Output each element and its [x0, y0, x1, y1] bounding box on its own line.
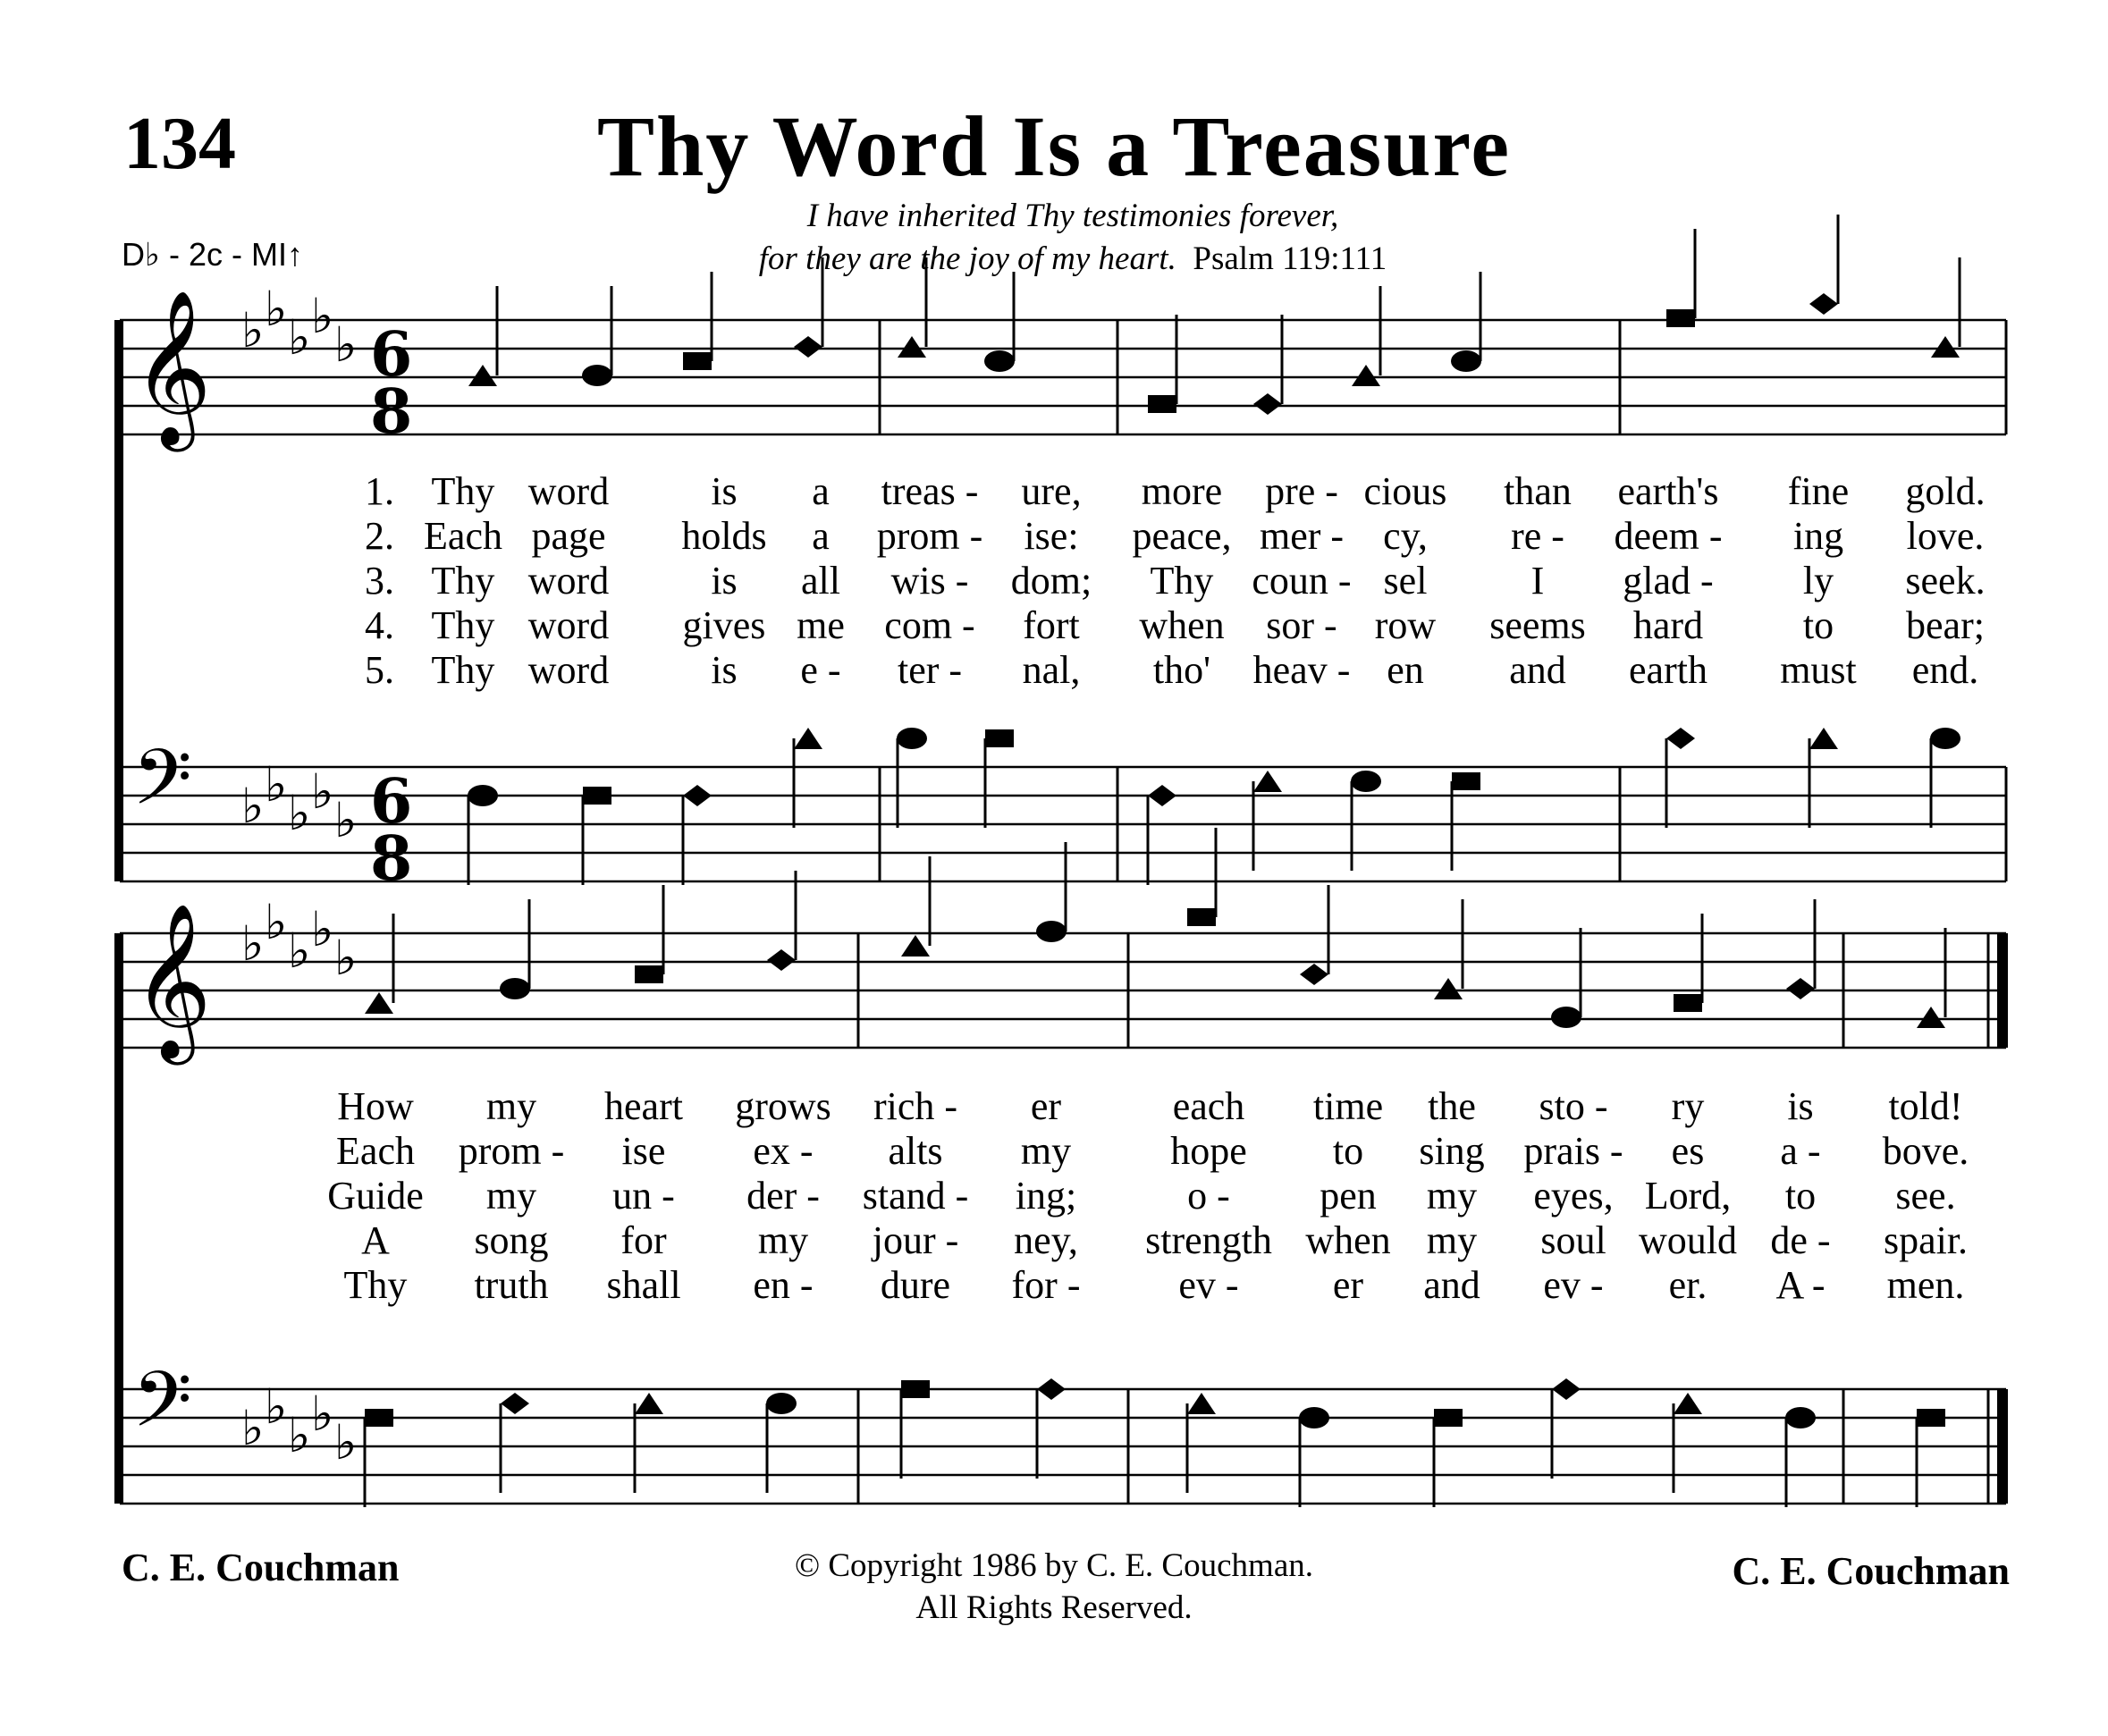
lyric-syllable: gold.: [1905, 469, 1986, 513]
lyric-syllable: my: [485, 1174, 537, 1218]
lyric-syllable: shall: [606, 1263, 681, 1307]
lyric-syllable: love.: [1906, 514, 1985, 558]
lyric-syllable: earth's: [1617, 469, 1719, 513]
note-head: [468, 365, 497, 386]
lyric-syllable: I: [1530, 559, 1545, 603]
note-head: [1452, 772, 1480, 790]
flat-sign: ♭: [265, 1378, 288, 1435]
lyric-syllable: truth: [474, 1263, 549, 1307]
note-head: [1253, 771, 1282, 792]
verse-number: 2.: [365, 514, 394, 558]
lyric-syllable: must: [1780, 648, 1857, 692]
flat-sign: ♭: [265, 281, 288, 337]
lyric-syllable: eyes,: [1533, 1174, 1614, 1218]
lyric-syllable: Guide: [327, 1174, 424, 1218]
note-head: [365, 1409, 393, 1427]
note-head: [1666, 728, 1695, 749]
verse-number: 5.: [365, 648, 394, 692]
verse-number: 3.: [365, 559, 394, 603]
flat-sign: ♭: [288, 309, 311, 366]
lyric-syllable: the: [1428, 1084, 1476, 1128]
lyric-syllable: bove.: [1882, 1129, 1969, 1173]
lyric-syllable: A: [361, 1218, 390, 1262]
lyric-syllable: Thy: [431, 469, 495, 513]
note-head: [767, 949, 796, 971]
flat-sign: ♭: [334, 792, 358, 848]
lyric-syllable: ney,: [1014, 1218, 1078, 1262]
lyric-syllable: ex -: [753, 1129, 814, 1173]
note-head: [1666, 309, 1695, 327]
lyric-syllable: tho': [1152, 648, 1211, 692]
note-head: [1809, 728, 1838, 749]
epigraph-line-2-text: for they are the joy of my heart.: [758, 240, 1176, 277]
lyric-syllable: is: [1787, 1084, 1814, 1128]
note-head: [1674, 994, 1702, 1012]
lyric-syllable: How: [337, 1084, 414, 1128]
lyric-syllable: is: [711, 648, 738, 692]
note-head: [1917, 1409, 1945, 1427]
lyric-syllable: for: [620, 1218, 667, 1262]
lyric-syllable: to: [1802, 603, 1834, 647]
lyric-syllable: cious: [1363, 469, 1447, 513]
lyric-syllable: dom;: [1010, 559, 1092, 603]
lyric-syllable: bear;: [1906, 603, 1985, 647]
note-head: [683, 785, 712, 806]
time-signature-top: 6: [370, 319, 413, 391]
flat-sign: ♭: [334, 1414, 358, 1471]
lyric-syllable: ise: [621, 1129, 666, 1173]
lyric-syllable: my: [485, 1084, 537, 1128]
lyric-syllable: Thy: [431, 603, 495, 647]
note-head: [1352, 365, 1380, 386]
lyric-syllable: de -: [1770, 1218, 1831, 1262]
lyric-syllable: com -: [884, 603, 975, 647]
lyric-syllable: hard: [1632, 603, 1704, 647]
lyric-syllable: grows: [735, 1084, 831, 1128]
final-bar-thick: [1997, 933, 2008, 1048]
lyric-syllable: jour -: [872, 1218, 959, 1262]
note-head: [794, 336, 822, 358]
lyric-syllable: dure: [880, 1263, 951, 1307]
lyric-syllable: word: [527, 648, 610, 692]
note-head: [500, 978, 530, 999]
flat-sign: ♭: [241, 302, 265, 358]
lyric-syllable: time: [1312, 1084, 1384, 1128]
lyric-syllable: ing;: [1015, 1174, 1077, 1218]
note-head: [1551, 1007, 1581, 1028]
lyric-syllable: spair.: [1883, 1218, 1969, 1262]
lyric-syllable: men.: [1886, 1263, 1965, 1307]
lyric-syllable: wis -: [890, 559, 969, 603]
copyright-line-2: All Rights Reserved.: [915, 1589, 1193, 1626]
note-head: [365, 992, 393, 1014]
flat-sign: ♭: [241, 1400, 265, 1456]
lyric-syllable: sor -: [1266, 603, 1337, 647]
lyric-syllable: word: [527, 603, 610, 647]
lyric-syllable: coun -: [1252, 559, 1352, 603]
note-head: [1299, 1407, 1329, 1428]
lyric-syllable: Each: [336, 1129, 415, 1173]
lyric-syllable: strength: [1145, 1218, 1272, 1262]
lyric-syllable: Thy: [343, 1263, 408, 1307]
lyric-syllable: rich -: [873, 1084, 958, 1128]
key-signature-label: D♭ - 2c - MI↑: [122, 236, 303, 273]
lyric-syllable: ing: [1792, 514, 1844, 558]
lyric-syllable: fort: [1023, 603, 1080, 647]
note-head: [901, 1380, 930, 1398]
note-head: [501, 1393, 529, 1414]
lyric-syllable: deem -: [1614, 514, 1723, 558]
note-head: [1148, 395, 1176, 413]
lyric-syllable: ly: [1802, 559, 1834, 603]
lyric-syllable: A -: [1775, 1263, 1826, 1307]
lyric-syllable: seek.: [1905, 559, 1986, 603]
lyric-syllable: Thy: [431, 648, 495, 692]
lyric-syllable: and: [1509, 648, 1566, 692]
lyric-syllable: word: [527, 559, 610, 603]
flat-sign: ♭: [311, 1386, 334, 1442]
note-head: [1674, 1393, 1702, 1414]
lyric-syllable: Lord,: [1644, 1174, 1732, 1218]
time-signature-bottom: 8: [370, 823, 413, 895]
lyric-syllable: holds: [681, 514, 767, 558]
lyric-syllable: pre -: [1265, 469, 1338, 513]
note-head: [1037, 1378, 1066, 1400]
lyric-syllable: ev -: [1543, 1263, 1604, 1307]
verse-number: 1.: [365, 469, 394, 513]
note-head: [1036, 921, 1067, 942]
treble-clef-icon: 𝄞: [132, 290, 212, 445]
flat-sign: ♭: [241, 778, 265, 834]
lyric-syllable: der -: [746, 1174, 820, 1218]
note-head: [1809, 293, 1838, 315]
lyricist-credit: C. E. Couchman: [122, 1546, 400, 1589]
lyric-syllable: Each: [424, 514, 502, 558]
note-head: [1300, 964, 1328, 985]
lyric-syllable: pen: [1320, 1174, 1377, 1218]
lyric-syllable: en -: [753, 1263, 814, 1307]
lyric-syllable: ry: [1671, 1084, 1705, 1128]
lyric-syllable: gives: [682, 603, 766, 647]
copyright-line-1: © Copyright 1986 by C. E. Couchman.: [794, 1547, 1313, 1584]
lyric-syllable: Thy: [1150, 559, 1214, 603]
lyric-syllable: o -: [1187, 1174, 1230, 1218]
lyric-syllable: re -: [1511, 514, 1564, 558]
lyric-syllable: more: [1141, 469, 1223, 513]
note-head: [901, 935, 930, 956]
lyric-syllable: my: [1426, 1218, 1478, 1262]
lyric-syllable: Thy: [431, 559, 495, 603]
flat-sign: ♭: [288, 785, 311, 841]
note-head: [1552, 1378, 1581, 1400]
hymn-title: Thy Word Is a Treasure: [597, 98, 1511, 194]
note-head: [1351, 771, 1381, 792]
flat-sign: ♭: [311, 763, 334, 820]
time-signature-bottom: 8: [370, 376, 413, 448]
lyric-syllable: and: [1423, 1263, 1480, 1307]
final-bar-thick: [1997, 1389, 2008, 1504]
lyric-syllable: end.: [1911, 648, 1979, 692]
lyric-syllable: er.: [1668, 1263, 1707, 1307]
lyric-syllable: prom -: [458, 1129, 565, 1173]
flat-sign: ♭: [288, 1407, 311, 1463]
lyric-syllable: earth: [1629, 648, 1707, 692]
lyric-syllable: nal,: [1022, 648, 1081, 692]
lyric-syllable: prom -: [876, 514, 983, 558]
note-head: [1451, 350, 1481, 372]
lyric-syllable: ev -: [1178, 1263, 1239, 1307]
lyric-syllable: fine: [1787, 469, 1850, 513]
lyric-syllable: is: [711, 559, 738, 603]
lyric-syllable: peace,: [1132, 514, 1232, 558]
time-signature-top: 6: [370, 766, 413, 838]
note-head: [898, 336, 926, 358]
note-head: [766, 1393, 797, 1414]
lyric-syllable: a: [812, 469, 830, 513]
lyric-syllable: my: [1426, 1174, 1478, 1218]
note-head: [1931, 336, 1960, 358]
lyric-syllable: er: [1332, 1263, 1364, 1307]
flat-sign: ♭: [265, 894, 288, 950]
treble-clef-icon: 𝄞: [132, 903, 212, 1058]
note-head: [1930, 728, 1960, 749]
lyric-syllable: row: [1374, 603, 1437, 647]
bass-clef-icon: 𝄢: [132, 1354, 192, 1463]
note-head: [897, 728, 927, 749]
note-head: [1785, 1407, 1816, 1428]
lyric-syllable: un -: [612, 1174, 675, 1218]
lyric-syllable: told!: [1888, 1084, 1963, 1128]
flat-sign: ♭: [334, 316, 358, 373]
lyric-syllable: ise:: [1024, 514, 1079, 558]
lyric-syllable: ter -: [897, 648, 963, 692]
scripture-reference: Psalm 119:111: [1193, 240, 1387, 277]
verse-number: 4.: [365, 603, 394, 647]
note-head: [794, 728, 822, 749]
lyric-syllable: to: [1784, 1174, 1817, 1218]
hymn-number: 134: [123, 102, 236, 185]
flat-sign: ♭: [241, 915, 265, 972]
lyric-syllable: for -: [1011, 1263, 1081, 1307]
note-head: [583, 787, 611, 805]
note-head: [1434, 978, 1463, 999]
note-head: [582, 365, 612, 386]
lyric-syllable: song: [474, 1218, 549, 1262]
flat-sign: ♭: [311, 901, 334, 957]
lyric-syllable: stand -: [862, 1174, 969, 1218]
lyric-syllable: sel: [1383, 559, 1428, 603]
lyric-syllable: heav -: [1252, 648, 1351, 692]
note-head: [683, 352, 712, 370]
note-head: [984, 350, 1015, 372]
lyric-syllable: a: [812, 514, 830, 558]
flat-sign: ♭: [265, 756, 288, 813]
flat-sign: ♭: [334, 930, 358, 986]
note-head: [635, 965, 663, 983]
lyric-syllable: alts: [888, 1129, 943, 1173]
lyric-syllable: mer -: [1259, 514, 1345, 558]
lyric-syllable: each: [1172, 1084, 1245, 1128]
lyric-syllable: hope: [1170, 1129, 1247, 1173]
note-head: [635, 1393, 663, 1414]
lyric-syllable: when: [1305, 1218, 1391, 1262]
lyric-syllable: see.: [1895, 1174, 1956, 1218]
note-head: [1917, 1007, 1945, 1028]
lyric-syllable: heart: [604, 1084, 683, 1128]
lyric-syllable: than: [1504, 469, 1572, 513]
note-head: [1148, 785, 1176, 806]
note-head: [1253, 393, 1282, 415]
lyric-syllable: sing: [1419, 1129, 1485, 1173]
system-bracket: [114, 320, 123, 881]
lyric-syllable: all: [801, 559, 840, 603]
lyric-syllable: a -: [1780, 1129, 1821, 1173]
lyric-syllable: would: [1639, 1218, 1737, 1262]
flat-sign: ♭: [288, 923, 311, 979]
lyric-syllable: cy,: [1383, 514, 1428, 558]
note-head: [1434, 1409, 1463, 1427]
lyric-syllable: seems: [1489, 603, 1586, 647]
lyric-syllable: me: [797, 603, 845, 647]
note-head: [1187, 1393, 1216, 1414]
lyric-syllable: er: [1030, 1084, 1062, 1128]
flat-sign: ♭: [311, 288, 334, 344]
lyric-syllable: glad -: [1623, 559, 1714, 603]
lyric-syllable: soul: [1540, 1218, 1606, 1262]
lyric-syllable: is: [711, 469, 738, 513]
lyric-syllable: my: [1020, 1129, 1072, 1173]
lyric-syllable: word: [527, 469, 610, 513]
lyric-syllable: ure,: [1021, 469, 1082, 513]
note-head: [468, 785, 498, 806]
lyric-syllable: en: [1387, 648, 1424, 692]
lyric-syllable: my: [757, 1218, 809, 1262]
lyric-syllable: when: [1139, 603, 1225, 647]
note-head: [1187, 908, 1216, 926]
lyric-syllable: sto -: [1539, 1084, 1608, 1128]
lyric-syllable: page: [531, 514, 606, 558]
lyric-syllable: e -: [800, 648, 841, 692]
note-head: [985, 729, 1014, 747]
system-bracket: [114, 933, 123, 1504]
lyric-syllable: treas -: [881, 469, 979, 513]
lyric-syllable: prais -: [1523, 1129, 1623, 1173]
note-head: [1786, 978, 1815, 999]
lyric-syllable: es: [1671, 1129, 1705, 1173]
composer-credit: C. E. Couchman: [1732, 1549, 2010, 1593]
lyric-syllable: to: [1332, 1129, 1364, 1173]
bass-clef-icon: 𝄢: [132, 732, 192, 841]
epigraph-line-1: I have inherited Thy testimonies forever,: [806, 198, 1339, 234]
